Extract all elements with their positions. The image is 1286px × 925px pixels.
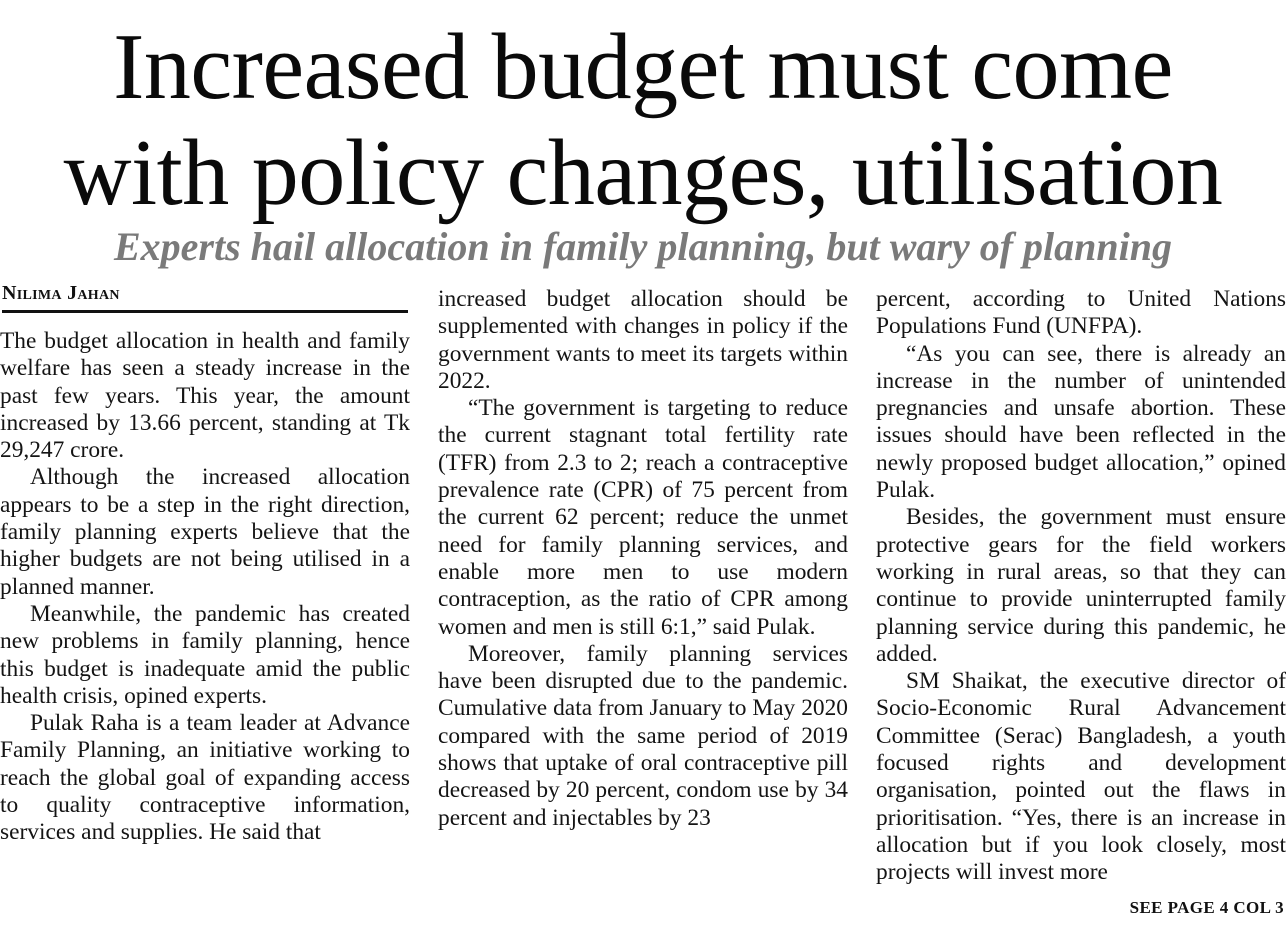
article-column-2 xyxy=(438,286,848,832)
paragraph: Besides, the government must ensure protective gears for the field workers working in rural areas, so that they can continue to provide uninterrupted family planning service during this pandemic, he added. xyxy=(876,504,1286,667)
subheadline: Experts hail allocation in family planning, but wary of planning xyxy=(114,224,1172,269)
paragraph: Although the increased allocation appears to be a step in the right direction, family planning experts believe that the higher budgets are not being utilised in a planned manner. xyxy=(0,464,410,600)
article-column-1 xyxy=(0,328,410,847)
article-column-3 xyxy=(876,286,1286,887)
paragraph: “The government is targeting to reduce the current stagnant total fertility rate (TFR) from 2.3 to 2; reach a contraceptive prevalence rate (CPR) of 75 percent from the current 62 percent; reduce the unmet need for family planning services, and enable more men to use modern contraception, as the ratio of CPR among women and men is still 6:1,” said Pulak. xyxy=(438,395,848,640)
headline xyxy=(0,14,1286,226)
paragraph: “As you can see, there is already an increase in the number of unintended pregnancies and unsafe abortion. These issues should have been reflected in the newly proposed budget allocation,” opined Pulak. xyxy=(876,340,1286,504)
continuation-note: SEE PAGE 4 COL 3 xyxy=(1129,898,1284,917)
paragraph: increased budget allocation should be supplemented with changes in policy if the government wants to meet its targets within 2022. xyxy=(438,286,848,394)
paragraph: percent, according to United Nations Populations Fund (UNFPA). xyxy=(876,286,1286,340)
paragraph: Moreover, family planning services have been disrupted due to the pandemic. Cumulative data from January to May 2020 compared with the same period of 2019 shows that uptake of oral contraceptive pill decreased by 20 percent, condom use by 34 percent and injectables by 23 xyxy=(438,640,848,831)
paragraph: The budget allocation in health and family welfare has seen a steady increase in the past few years. This year, the amount increased by 13.66 percent, standing at Tk 29,247 crore. xyxy=(0,328,410,464)
headline-line-1: Increased budget must come xyxy=(113,15,1173,119)
paragraph: Pulak Raha is a team leader at Advance Family Planning, an initiative working to reach the global goal of expanding access to quality contraceptive information, services and supplies. He said that xyxy=(0,710,410,846)
paragraph: SM Shaikat, the executive director of Socio-Economic Rural Advancement Committee (Serac) Bangladesh, a youth focused rights and development organisation, pointed out the flaws in prioritisation. “Yes, there is an increase in allocation but if you look closely, most projects will invest more xyxy=(876,668,1286,886)
paragraph: Meanwhile, the pandemic has created new problems in family planning, hence this budget is inadequate amid the public health crisis, opined experts. xyxy=(0,600,410,709)
headline-line-2: with policy changes, utilisation xyxy=(63,121,1223,225)
byline: Nilima Jahan xyxy=(2,282,408,313)
